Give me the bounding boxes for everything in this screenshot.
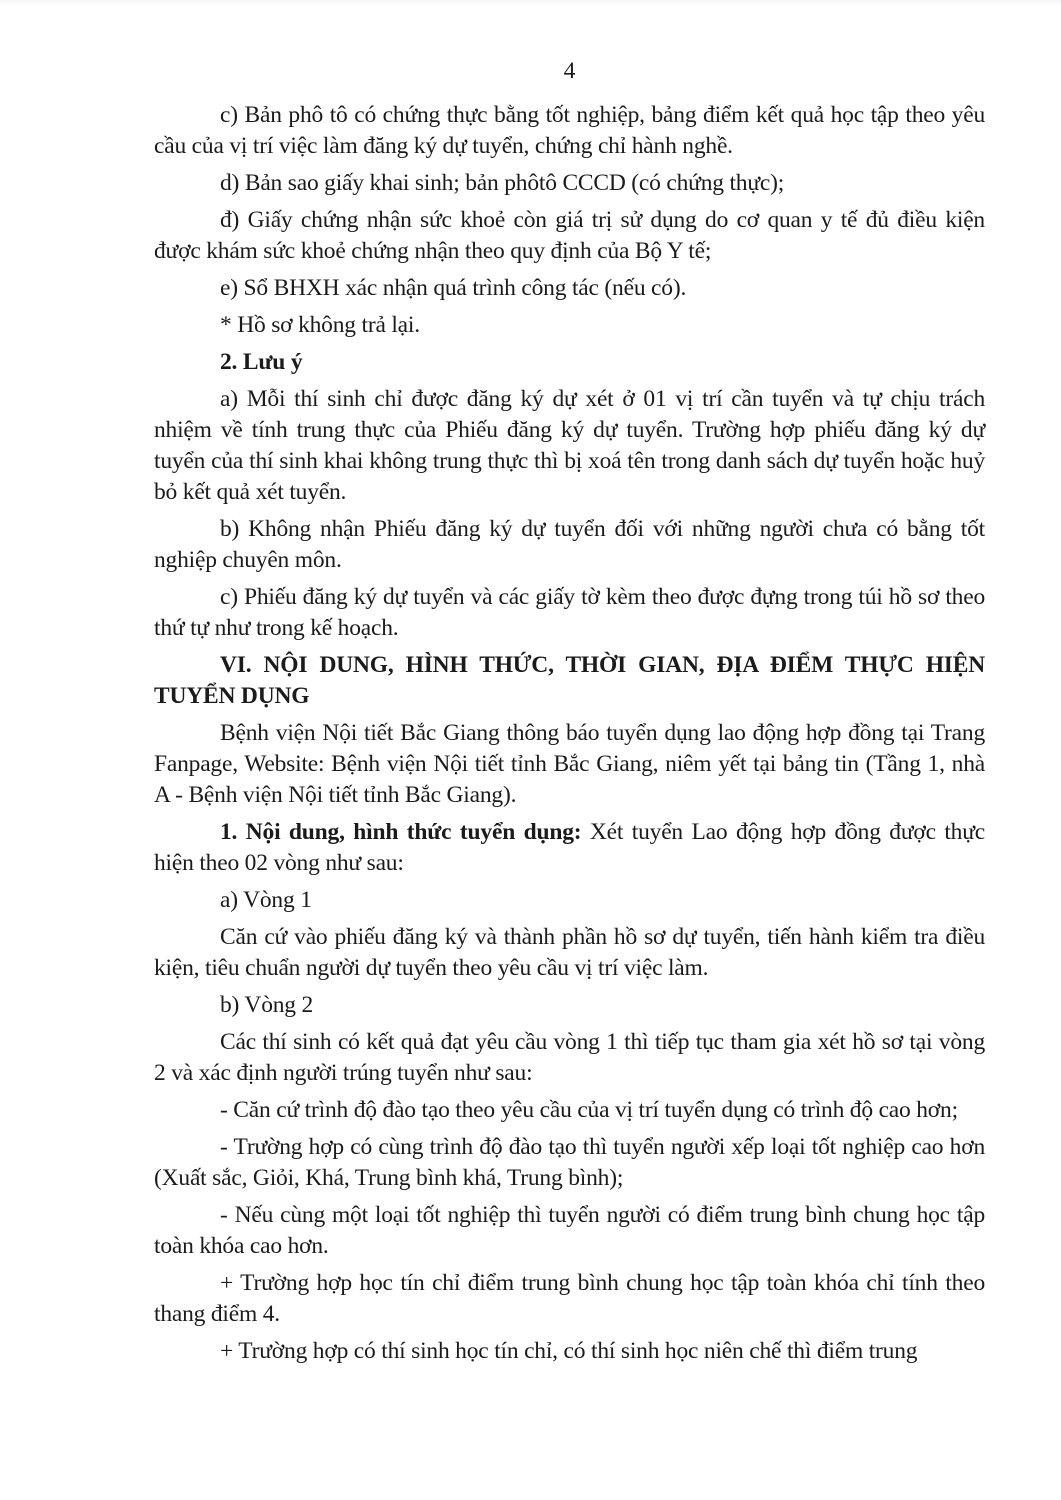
page-number: 4 xyxy=(563,58,576,84)
sub1-heading xyxy=(154,817,985,879)
criterion-item: - Nếu cùng một loại tốt nghiệp thì tuyển người có điểm trung bình chung học tập toàn khóa cao hơn. xyxy=(154,1202,985,1259)
criterion-item: + Trường hợp học tín chỉ điểm trung bình chung học tập toàn khóa chỉ tính theo thang điểm 4. xyxy=(154,1270,985,1327)
round2-body: Các thí sinh có kết quả đạt yêu cầu vòng 1 thì tiếp tục tham gia xét hồ sơ tại vòng 2 và xác định người trúng tuyển như sau: xyxy=(154,1029,985,1086)
dossier-item-c: c) Bản phô tô có chứng thực bằng tốt nghiệp, bảng điểm kết quả học tập theo yêu cầu của vị trí việc làm đăng ký dự tuyển, chứng chỉ hành nghề. xyxy=(154,102,985,159)
page-content xyxy=(154,56,985,1373)
notes-item-b: b) Không nhận Phiếu đăng ký dự tuyển đối với những người chưa có bằng tốt nghiệp chuyên môn. xyxy=(154,516,985,573)
criterion-item: - Trường hợp có cùng trình độ đào tạo thì tuyển người xếp loại tốt nghiệp cao hơn (Xuất sắc, Giỏi, Khá, Trung bình khá, Trung bình); xyxy=(154,1134,985,1191)
dossier-item-e: e) Sổ BHXH xác nhận quá trình công tác (nếu có). xyxy=(220,275,687,301)
notes-item-c: c) Phiếu đăng ký dự tuyển và các giấy tờ kèm theo được đựng trong túi hồ sơ theo thứ tự như trong kế hoạch. xyxy=(154,584,985,641)
notes-item-a: a) Mỗi thí sinh chỉ được đăng ký dự xét ở 01 vị trí cần tuyển và tự chịu trách nhiệm về tính trung thực của Phiếu đăng ký dự tuyển. Trường hợp phiếu đăng ký dự tuyển của thí sinh khai không trung thực thì bị xoá tên trong danh sách dự tuyển hoặc huỷ bỏ kết quả xét tuyển. xyxy=(154,386,985,505)
round1-body: Căn cứ vào phiếu đăng ký và thành phần hồ sơ dự tuyển, tiến hành kiểm tra điều kiện, tiêu chuẩn người dự tuyển theo yêu cầu vị trí việc làm. xyxy=(154,924,985,981)
sub1-heading-bold: 1. Nội dung, hình thức tuyển dụng: xyxy=(220,819,582,845)
dossier-item-d: d) Bản sao giấy khai sinh; bản phôtô CCCD (có chứng thực); xyxy=(220,170,785,196)
section-vi-intro: Bệnh viện Nội tiết Bắc Giang thông báo tuyển dụng lao động hợp đồng tại Trang Fanpage, Website: Bệnh viện Nội tiết tỉnh Bắc Giang, niêm yết tại bảng tin (Tầng 1, nhà A - Bệnh viện Nội tiết tỉnh Bắc Giang). xyxy=(154,720,985,808)
section-vi-heading: VI. NỘI DUNG, HÌNH THỨC, THỜI GIAN, ĐỊA ĐIỂM THỰC HIỆN TUYỂN DỤNG xyxy=(154,652,985,709)
round2-label: b) Vòng 2 xyxy=(220,992,314,1018)
criterion-item: - Căn cứ trình độ đào tạo theo yêu cầu của vị trí tuyển dụng có trình độ cao hơn; xyxy=(220,1097,958,1123)
round1-label: a) Vòng 1 xyxy=(220,887,312,913)
criterion-item: + Trường hợp có thí sinh học tín chỉ, có thí sinh học niên chế thì điểm trung xyxy=(220,1338,918,1364)
dossier-note: * Hồ sơ không trả lại. xyxy=(220,312,420,338)
dossier-item-dd: đ) Giấy chứng nhận sức khoẻ còn giá trị sử dụng do cơ quan y tế đủ điều kiện được khám sức khoẻ chứng nhận theo quy định của Bộ Y tế; xyxy=(154,207,985,264)
notes-heading: 2. Lưu ý xyxy=(220,349,303,375)
sub1-heading-rest: Xét tuyển Lao động hợp đồng được thực hiện theo 02 vòng như sau: xyxy=(154,819,985,876)
